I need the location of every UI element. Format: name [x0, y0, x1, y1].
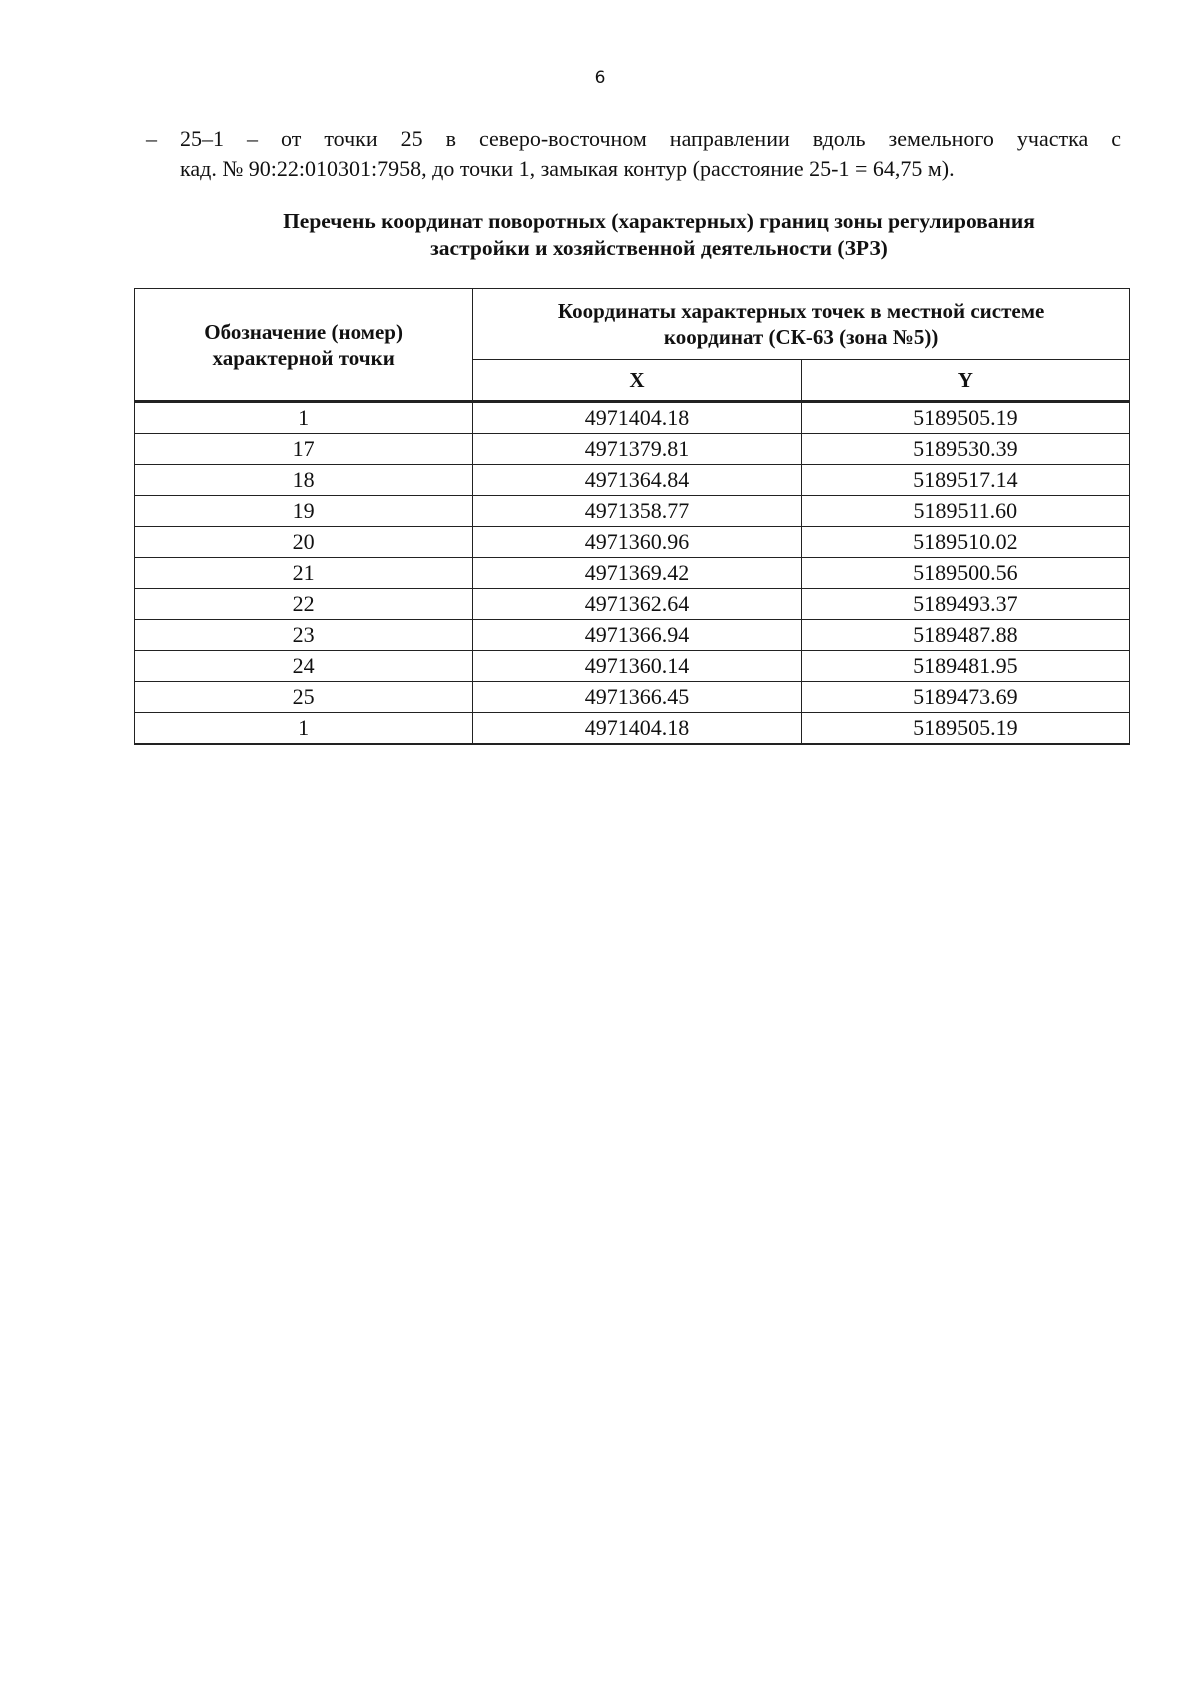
x-coordinate-cell: 4971404.18	[473, 402, 801, 434]
coordinates-table	[134, 288, 1130, 745]
table-title-line-1: Перечень координат поворотных (характерных) границ зоны регулирования	[283, 209, 1035, 233]
x-coordinate-cell: 4971404.18	[473, 713, 801, 745]
table-title	[200, 208, 1118, 262]
y-coordinate-cell: 5189481.95	[801, 651, 1129, 682]
table-row	[135, 620, 1130, 651]
y-coordinate-cell: 5189517.14	[801, 465, 1129, 496]
y-coordinate-cell: 5189530.39	[801, 434, 1129, 465]
bullet-dash: –	[146, 126, 157, 151]
table-row	[135, 651, 1130, 682]
table-row	[135, 402, 1130, 434]
y-coordinate-cell: 5189500.56	[801, 558, 1129, 589]
x-coordinate-cell: 4971358.77	[473, 496, 801, 527]
table-row	[135, 682, 1130, 713]
point-number-cell: 19	[135, 496, 473, 527]
y-coordinate-cell: 5189511.60	[801, 496, 1129, 527]
x-coordinate-cell: 4971362.64	[473, 589, 801, 620]
point-number-cell: 25	[135, 682, 473, 713]
point-number-cell: 20	[135, 527, 473, 558]
point-number-cell: 22	[135, 589, 473, 620]
x-column-header: X	[473, 360, 801, 402]
bullet-text-line-2: кад. № 90:22:010301:7958, до точки 1, замыкая контур (расстояние 25-1 = 64,75 м).	[180, 156, 955, 181]
point-number-cell: 21	[135, 558, 473, 589]
y-coordinate-cell: 5189505.19	[801, 402, 1129, 434]
y-coordinate-cell: 5189510.02	[801, 527, 1129, 558]
boundary-description-item	[146, 124, 1121, 184]
coordinates-table-body	[135, 402, 1130, 745]
x-coordinate-cell: 4971360.14	[473, 651, 801, 682]
bullet-text	[180, 124, 1121, 184]
point-number-cell: 17	[135, 434, 473, 465]
table-row	[135, 527, 1130, 558]
x-coordinate-cell: 4971364.84	[473, 465, 801, 496]
x-coordinate-cell: 4971369.42	[473, 558, 801, 589]
table-row	[135, 558, 1130, 589]
y-coordinate-cell: 5189473.69	[801, 682, 1129, 713]
table-row	[135, 589, 1130, 620]
coordinates-header: Координаты характерных точек в местной системе координат (СК-63 (зона №5))	[473, 289, 1130, 360]
point-number-cell: 24	[135, 651, 473, 682]
y-column-header: Y	[801, 360, 1129, 402]
y-coordinate-cell: 5189487.88	[801, 620, 1129, 651]
point-number-cell: 23	[135, 620, 473, 651]
table-row	[135, 713, 1130, 745]
x-coordinate-cell: 4971366.94	[473, 620, 801, 651]
point-number-cell: 1	[135, 713, 473, 745]
page-number: 6	[594, 68, 606, 88]
table-row	[135, 434, 1130, 465]
point-number-cell: 1	[135, 402, 473, 434]
point-number-header: Обозначение (номер) характерной точки	[135, 289, 473, 402]
bullet-text-line-1: 25–1 – от точки 25 в северо-восточном направлении вдоль земельного участка с	[180, 126, 1121, 151]
y-coordinate-cell: 5189505.19	[801, 713, 1129, 745]
x-coordinate-cell: 4971360.96	[473, 527, 801, 558]
x-coordinate-cell: 4971366.45	[473, 682, 801, 713]
y-coordinate-cell: 5189493.37	[801, 589, 1129, 620]
table-row	[135, 496, 1130, 527]
x-coordinate-cell: 4971379.81	[473, 434, 801, 465]
table-title-line-2: застройки и хозяйственной деятельности (ЗРЗ)	[430, 236, 888, 260]
table-row	[135, 465, 1130, 496]
point-number-cell: 18	[135, 465, 473, 496]
